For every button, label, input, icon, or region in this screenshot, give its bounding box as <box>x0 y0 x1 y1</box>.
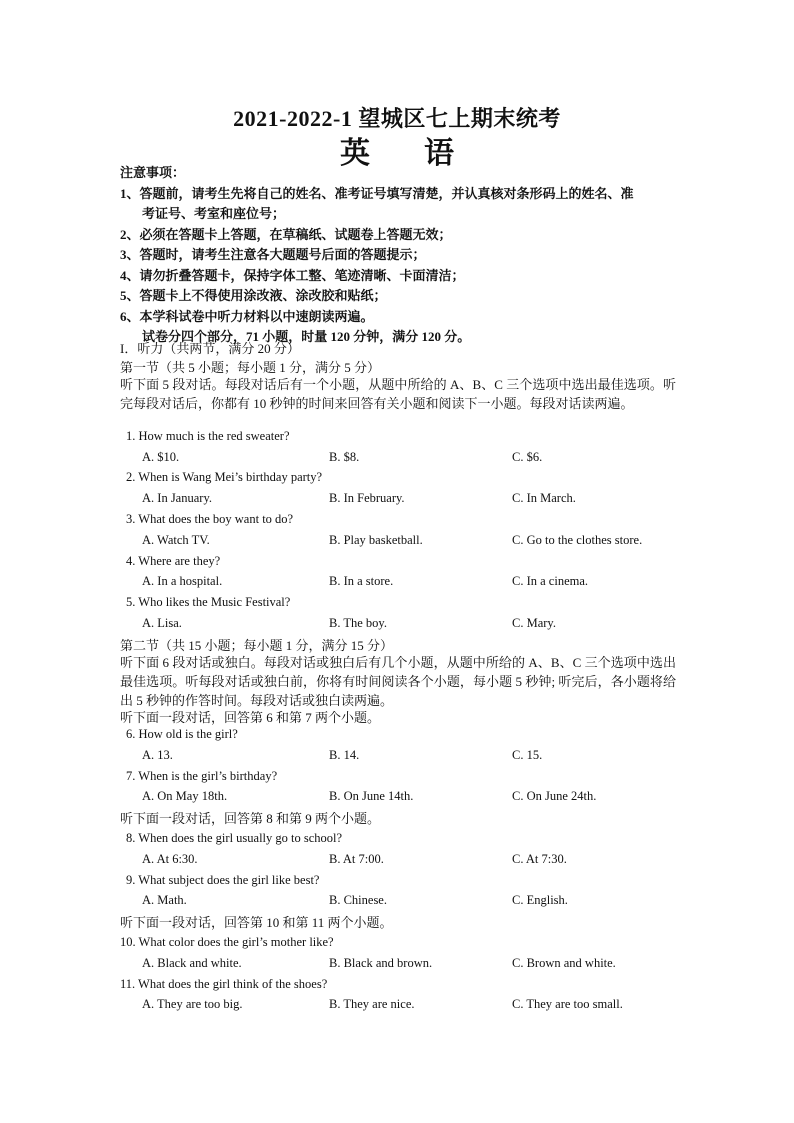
q2-option-a: A. In January. <box>142 491 213 505</box>
q5-option-a: A. Lisa. <box>142 616 182 630</box>
section2-title: 第二节（共 15 小题；每小题 1 分，满分 15 分） <box>120 638 394 653</box>
q7-option-b: B. On June 14th. <box>329 789 414 803</box>
notes-item: 3、答题时，请考生注意各大题题号后面的答题提示； <box>120 247 426 262</box>
q8-option-a: A. At 6:30. <box>142 852 198 866</box>
question-10: 10. What color does the girl’s mother like? <box>120 935 334 949</box>
notes-summary: 试卷分四个部分，71 小题，时量 120 分钟，满分 120 分。 <box>142 329 471 344</box>
exam-title: 2021-2022-1 望城区七上期末统考 <box>233 106 561 131</box>
section1-title: 第一节（共 5 小题；每小题 1 分，满分 5 分） <box>120 360 381 375</box>
question-1: 1. How much is the red sweater? <box>126 429 290 443</box>
q2-option-c: C. In March. <box>512 491 576 505</box>
question-7: 7. When is the girl’s birthday? <box>126 769 278 783</box>
q6-option-c: C. 15. <box>512 748 543 762</box>
question-2: 2. When is Wang Mei’s birthday party? <box>126 470 323 484</box>
q4-option-b: B. In a store. <box>329 574 394 588</box>
notes-item: 6、本学科试卷中听力材料以中速朗读两遍。 <box>120 308 374 324</box>
notes-item: 2、必须在答题卡上答题，在草稿纸、试题卷上答题无效； <box>120 226 452 242</box>
subject-char-1: 英 <box>340 137 370 170</box>
question-8: 8. When does the girl usually go to school? <box>126 831 343 845</box>
question-11: 11. What does the girl think of the shoes? <box>120 977 328 991</box>
notes-item: 5、答题卡上不得使用涂改液、涂改胶和贴纸； <box>120 288 387 303</box>
notes-item: 考证号、考室和座位号； <box>142 206 286 221</box>
q11-option-a: A. They are too big. <box>142 997 243 1011</box>
q10-option-b: B. Black and brown. <box>329 956 433 970</box>
notes-heading: 注意事项： <box>120 165 186 180</box>
section2-instruction: 听下面 6 段对话或独白。每段对话或独白后有几个小题，从题中所给的 A、B、C 三个选项中选出最佳选项。听每段对话或独白前，你将有时间阅读各个小题，每小题 5 秒钟; 听完后，各小题将给出 5 秒钟的作答时间。每段对话或独白读两遍。 <box>120 655 676 708</box>
prompt-10-11: 听下面一段对话，回答第 10 和第 11 两个小题。 <box>120 915 393 930</box>
q7-option-a: A. On May 18th. <box>142 789 228 803</box>
q7-option-c: C. On June 24th. <box>512 789 597 803</box>
q3-option-c: C. Go to the clothes store. <box>512 533 643 547</box>
question-9: 9. What subject does the girl like best? <box>126 873 320 887</box>
q8-option-c: C. At 7:30. <box>512 852 567 866</box>
exam-notes <box>120 163 680 348</box>
q2-option-b: B. In February. <box>329 491 405 505</box>
q9-option-c: C. English. <box>512 893 568 907</box>
q6-option-b: B. 14. <box>329 748 360 762</box>
q11-option-b: B. They are nice. <box>329 997 415 1011</box>
question-3: 3. What does the boy want to do? <box>126 512 294 526</box>
q1-option-a: A. $10. <box>142 450 180 464</box>
q6-option-a: A. 13. <box>142 748 173 762</box>
prompt-8-9: 听下面一段对话，回答第 8 和第 9 两个小题。 <box>120 811 381 826</box>
notes-item: 1、答题前，请考生先将自己的姓名、准考证号填写清楚，并认真核对条形码上的姓名、准 <box>120 185 634 201</box>
notes-item: 4、请勿折叠答题卡，保持字体工整、笔迹清晰、卡面清洁； <box>120 267 465 283</box>
q1-option-c: C. $6. <box>512 450 543 464</box>
q10-option-a: A. Black and white. <box>142 956 242 970</box>
section1-instruction: 听下面 5 段对话。每段对话后有一个小题，从题中所给的 A、B、C 三个选项中选出最佳选项。听完每段对话后，你都有 10 秒钟的时间来回答有关小题和阅读下一小题。每段对话读两遍。 <box>120 377 676 411</box>
q3-option-a: A. Watch TV. <box>142 533 210 547</box>
q5-option-b: B. The boy. <box>329 616 387 630</box>
question-4: 4. Where are they? <box>126 554 221 568</box>
part1-title: I．听力（共两节，满分 20 分） <box>120 341 300 356</box>
q9-option-b: B. Chinese. <box>329 893 387 907</box>
q4-option-c: C. In a cinema. <box>512 574 589 588</box>
question-5: 5. Who likes the Music Festival? <box>126 595 291 609</box>
q10-option-c: C. Brown and white. <box>512 956 616 970</box>
subject-char-2: 语 <box>424 137 454 170</box>
q3-option-b: B. Play basketball. <box>329 533 423 547</box>
q4-option-a: A. In a hospital. <box>142 574 223 588</box>
q5-option-c: C. Mary. <box>512 616 556 630</box>
prompt-6-7: 听下面一段对话，回答第 6 和第 7 两个小题。 <box>120 710 381 725</box>
q9-option-a: A. Math. <box>142 893 187 907</box>
q8-option-b: B. At 7:00. <box>329 852 384 866</box>
q1-option-b: B. $8. <box>329 450 360 464</box>
question-6: 6. How old is the girl? <box>126 727 238 741</box>
q11-option-c: C. They are too small. <box>512 997 623 1011</box>
